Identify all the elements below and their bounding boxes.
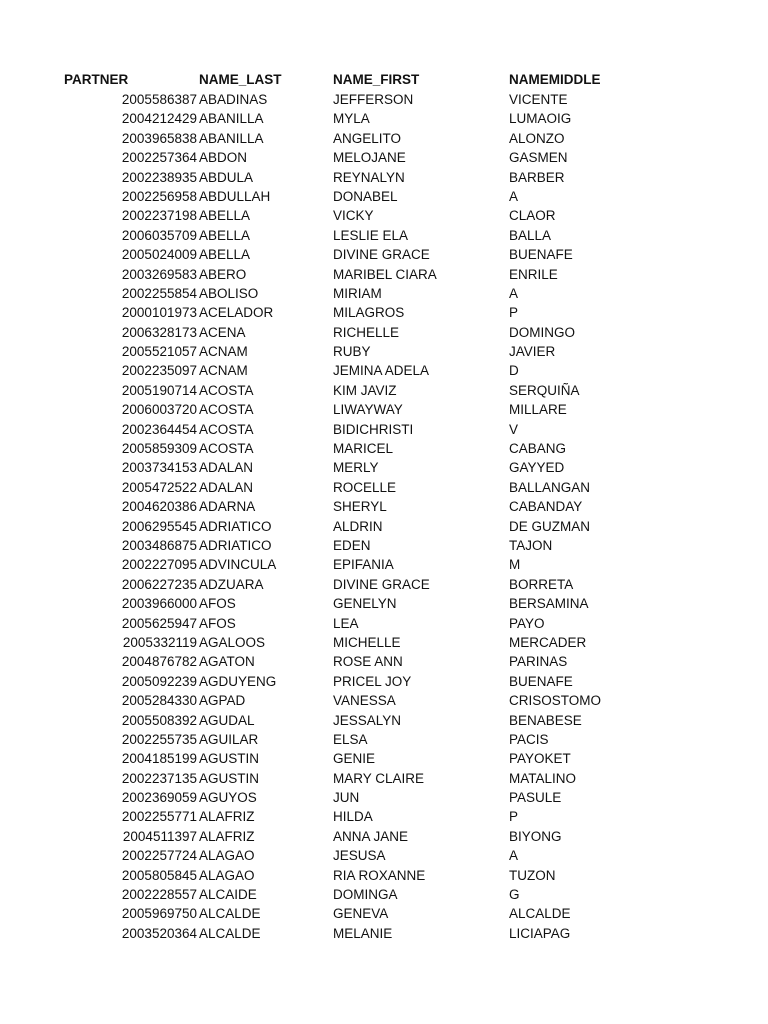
cell-namemiddle: LICIAPAG	[509, 925, 571, 941]
cell-partner: 2002227095	[121, 557, 197, 573]
cell-partner: 2005190714	[121, 382, 197, 398]
cell-name-first: LIWAYWAY	[333, 402, 403, 418]
cell-partner: 2002256958	[121, 188, 197, 204]
cell-partner: 2002255735	[121, 731, 197, 747]
cell-partner: 2006328173	[121, 324, 197, 340]
cell-name-first: GENELYN	[333, 596, 397, 612]
cell-name-first: KIM JAVIZ	[333, 382, 397, 398]
table-row	[0, 439, 768, 458]
cell-name-last: ACOSTA	[199, 421, 254, 437]
cell-namemiddle: PASULE	[509, 790, 562, 806]
table-row	[0, 866, 768, 885]
cell-name-last: AGUYOS	[199, 790, 257, 806]
cell-namemiddle: MILLARE	[509, 402, 567, 418]
cell-partner: 2005092239	[121, 673, 197, 689]
cell-namemiddle: BENABESE	[509, 712, 582, 728]
table-row	[0, 90, 768, 109]
cell-name-last: ADZUARA	[199, 576, 264, 592]
cell-name-first: PRICEL JOY	[333, 673, 412, 689]
table-row	[0, 361, 768, 380]
cell-name-last: AGUDAL	[199, 712, 255, 728]
cell-name-last: ADALAN	[199, 460, 254, 476]
cell-name-last: ADALAN	[199, 479, 254, 495]
table-row	[0, 497, 768, 516]
cell-name-last: ADRIATICO	[199, 537, 272, 553]
cell-name-first: VICKY	[333, 208, 374, 224]
header-partner: PARTNER	[64, 72, 129, 87]
cell-name-last: ACENA	[199, 324, 246, 340]
cell-name-last: ALCALDE	[199, 925, 261, 941]
cell-partner: 2005508392	[121, 712, 197, 728]
cell-name-first: ROSE ANN	[333, 654, 403, 670]
cell-name-last: ACOSTA	[199, 441, 254, 457]
cell-name-first: ROCELLE	[333, 479, 397, 495]
table-row	[0, 749, 768, 768]
table-row	[0, 846, 768, 865]
cell-namemiddle: PAYOKET	[509, 751, 571, 767]
cell-namemiddle: CRISOSTOMO	[509, 693, 602, 709]
cell-name-last: AGATON	[199, 654, 255, 670]
cell-name-last: ABELLA	[199, 247, 251, 263]
table-row	[0, 478, 768, 497]
cell-partner: 2002369059	[121, 790, 197, 806]
cell-name-first: HILDA	[333, 809, 373, 825]
cell-partner: 2005969750	[121, 906, 197, 922]
cell-partner: 2005805845	[121, 867, 197, 883]
cell-namemiddle: TUZON	[509, 867, 556, 883]
table-row	[0, 769, 768, 788]
cell-partner: 2005284330	[121, 693, 197, 709]
cell-partner: 2005625947	[121, 615, 197, 631]
cell-partner: 2005024009	[121, 247, 197, 263]
cell-namemiddle: M	[509, 557, 521, 573]
cell-namemiddle: P	[509, 809, 519, 825]
cell-partner: 2003520364	[121, 925, 197, 941]
table-row	[0, 536, 768, 555]
cell-namemiddle: ENRILE	[509, 266, 558, 282]
table-row	[0, 517, 768, 536]
cell-name-first: VANESSA	[333, 693, 396, 709]
cell-namemiddle: DE GUZMAN	[509, 518, 590, 534]
cell-name-first: DOMINGA	[333, 887, 398, 903]
table-row	[0, 672, 768, 691]
cell-name-first: MYLA	[333, 111, 370, 127]
table-row	[0, 885, 768, 904]
cell-namemiddle: A	[509, 285, 519, 301]
cell-name-last: ABOLISO	[199, 285, 259, 301]
cell-name-last: ABERO	[199, 266, 247, 282]
cell-namemiddle: BORRETA	[509, 576, 574, 592]
cell-name-first: MARIBEL CIARA	[333, 266, 437, 282]
cell-namemiddle: ALCALDE	[509, 906, 571, 922]
cell-name-first: LESLIE ELA	[333, 227, 409, 243]
cell-name-first: RICHELLE	[333, 324, 400, 340]
cell-name-first: JEFFERSON	[333, 92, 414, 107]
table-row	[0, 924, 768, 943]
table-row	[0, 323, 768, 342]
cell-name-first: BIDICHRISTI	[333, 421, 414, 437]
cell-partner: 2003965838	[121, 130, 197, 146]
cell-name-first: REYNALYN	[333, 169, 405, 185]
cell-namemiddle: MATALINO	[509, 770, 577, 786]
cell-namemiddle: G	[509, 887, 520, 903]
cell-name-last: AGALOOS	[199, 634, 266, 650]
cell-partner: 2005472522	[121, 479, 197, 495]
cell-name-first: MARY CLAIRE	[333, 770, 425, 786]
table-row	[0, 420, 768, 439]
cell-name-first: GENIE	[333, 751, 376, 767]
table-row	[0, 788, 768, 807]
cell-name-first: RUBY	[333, 344, 371, 360]
cell-name-first: MILAGROS	[333, 305, 405, 321]
table-row	[0, 458, 768, 477]
cell-name-first: DONABEL	[333, 188, 398, 204]
table-row	[0, 342, 768, 361]
cell-name-last: ALCALDE	[199, 906, 261, 922]
cell-name-first: ANGELITO	[333, 130, 402, 146]
cell-name-last: ABADINAS	[199, 92, 268, 107]
cell-name-first: MICHELLE	[333, 634, 401, 650]
cell-name-last: ALAGAO	[199, 848, 255, 864]
cell-name-last: ALCAIDE	[199, 887, 257, 903]
cell-name-first: ALDRIN	[333, 518, 383, 534]
cell-name-first: SHERYL	[333, 499, 387, 515]
cell-partner: 2006295545	[121, 518, 197, 534]
cell-partner: 2002257364	[121, 150, 197, 166]
cell-name-last: ACNAM	[199, 344, 248, 360]
cell-name-first: DIVINE GRACE	[333, 247, 430, 263]
cell-partner: 2003734153	[121, 460, 197, 476]
header-name-first: NAME_FIRST	[333, 72, 420, 87]
table-row	[0, 109, 768, 128]
table-row	[0, 129, 768, 148]
cell-partner: 2006035709	[121, 227, 197, 243]
cell-namemiddle: A	[509, 188, 519, 204]
table-row	[0, 652, 768, 671]
cell-partner: 2002237135	[121, 770, 197, 786]
cell-partner: 2003486875	[121, 537, 197, 553]
cell-namemiddle: VICENTE	[509, 92, 568, 107]
cell-partner: 2002237198	[121, 208, 197, 224]
cell-partner: 2004185199	[121, 751, 197, 767]
cell-name-first: DIVINE GRACE	[333, 576, 430, 592]
cell-name-last: AFOS	[199, 596, 236, 612]
cell-namemiddle: GAYYED	[509, 460, 565, 476]
cell-partner: 2000101973	[121, 305, 197, 321]
table-row	[0, 168, 768, 187]
cell-partner: 2002238935	[121, 169, 197, 185]
cell-name-first: ELSA	[333, 731, 368, 747]
table-row	[0, 730, 768, 749]
cell-name-first: JUN	[333, 790, 360, 806]
cell-namemiddle: BUENAFE	[509, 247, 573, 263]
cell-partner: 2004212429	[121, 111, 197, 127]
cell-partner: 2005332119	[122, 634, 197, 650]
table-row	[0, 206, 768, 225]
cell-name-first: RIA ROXANNE	[333, 867, 426, 883]
cell-partner: 2006003720	[121, 402, 197, 418]
header-namemiddle: NAMEMIDDLE	[509, 72, 601, 87]
table-row	[0, 807, 768, 826]
cell-name-first: LEA	[333, 615, 359, 631]
cell-name-last: ADARNA	[199, 499, 256, 515]
cell-partner: 2002255854	[121, 285, 197, 301]
cell-namemiddle: BERSAMINA	[509, 596, 589, 612]
cell-namemiddle: CLAOR	[509, 208, 556, 224]
cell-name-last: AFOS	[199, 615, 236, 631]
cell-name-last: ABDULA	[199, 169, 254, 185]
cell-name-last: ABELLA	[199, 227, 251, 243]
cell-name-first: EDEN	[333, 537, 371, 553]
cell-namemiddle: DOMINGO	[509, 324, 575, 340]
cell-name-last: ALAFRIZ	[199, 809, 255, 825]
table-row	[0, 827, 768, 846]
cell-namemiddle: SERQUIÑA	[509, 382, 580, 398]
cell-namemiddle: TAJON	[509, 537, 553, 553]
table-row	[0, 594, 768, 613]
cell-partner: 2002364454	[121, 421, 197, 437]
table-row	[0, 148, 768, 167]
cell-namemiddle: V	[509, 421, 519, 437]
cell-namemiddle: PAYO	[509, 615, 545, 631]
cell-partner: 2003269583	[121, 266, 197, 282]
cell-namemiddle: A	[509, 848, 519, 864]
cell-name-first: ANNA JANE	[333, 828, 409, 844]
cell-name-last: ADRIATICO	[199, 518, 272, 534]
cell-name-last: ACOSTA	[199, 402, 254, 418]
cell-name-last: ABDON	[199, 150, 248, 166]
cell-name-last: AGPAD	[199, 693, 246, 709]
cell-partner: 2005586387	[121, 92, 197, 107]
table-row	[0, 575, 768, 594]
cell-partner: 2005859309	[121, 441, 197, 457]
table-row	[0, 187, 768, 206]
cell-name-last: ACNAM	[199, 363, 248, 379]
cell-namemiddle: CABANG	[509, 441, 567, 457]
cell-partner: 2002228557	[121, 887, 197, 903]
table-row	[0, 555, 768, 574]
cell-name-last: ABELLA	[199, 208, 251, 224]
cell-name-first: EPIFANIA	[333, 557, 394, 573]
table-row	[0, 245, 768, 264]
cell-namemiddle: BARBER	[509, 169, 565, 185]
cell-namemiddle: LUMAOIG	[509, 111, 572, 127]
table-row	[0, 226, 768, 245]
cell-namemiddle: BUENAFE	[509, 673, 573, 689]
table-row	[0, 381, 768, 400]
cell-name-first: JESSALYN	[333, 712, 402, 728]
table-row	[0, 400, 768, 419]
cell-namemiddle: BALLANGAN	[509, 479, 591, 495]
cell-name-last: AGUSTIN	[199, 751, 260, 767]
header-name-last: NAME_LAST	[199, 72, 282, 87]
cell-namemiddle: JAVIER	[509, 344, 556, 360]
cell-namemiddle: MERCADER	[509, 634, 587, 650]
cell-name-last: AGUILAR	[199, 731, 259, 747]
cell-partner: 2006227235	[121, 576, 197, 592]
cell-name-first: JESUSA	[333, 848, 386, 864]
table-row	[0, 904, 768, 923]
cell-partner: 2005521057	[121, 344, 197, 360]
cell-name-last: ACELADOR	[199, 305, 274, 321]
cell-name-last: ABANILLA	[199, 130, 264, 146]
cell-partner: 2004620386	[121, 499, 197, 515]
table-row	[0, 711, 768, 730]
cell-namemiddle: BALLA	[509, 227, 552, 243]
table-row	[0, 284, 768, 303]
cell-partner: 2004876782	[121, 654, 197, 670]
cell-name-last: ADVINCULA	[199, 557, 277, 573]
cell-name-last: ALAFRIZ	[199, 828, 255, 844]
cell-namemiddle: PACIS	[509, 731, 549, 747]
table-row	[0, 633, 768, 652]
cell-name-first: MARICEL	[333, 441, 394, 457]
cell-namemiddle: ALONZO	[509, 130, 565, 146]
cell-name-last: AGUSTIN	[199, 770, 260, 786]
cell-name-first: GENEVA	[333, 906, 389, 922]
table-row	[0, 265, 768, 284]
cell-namemiddle: GASMEN	[509, 150, 568, 166]
cell-name-first: MIRIAM	[333, 285, 382, 301]
cell-name-last: AGDUYENG	[199, 673, 277, 689]
table-row	[0, 303, 768, 322]
cell-name-last: ALAGAO	[199, 867, 255, 883]
cell-partner: 2002255771	[121, 809, 197, 825]
cell-name-last: ACOSTA	[199, 382, 254, 398]
cell-namemiddle: CABANDAY	[509, 499, 583, 515]
cell-namemiddle: P	[509, 305, 519, 321]
cell-name-last: ABANILLA	[199, 111, 264, 127]
cell-namemiddle: D	[509, 363, 519, 379]
cell-name-first: JEMINA ADELA	[333, 363, 430, 379]
spreadsheet-table	[0, 70, 768, 943]
cell-partner: 2003966000	[121, 596, 197, 612]
table-body	[0, 90, 768, 943]
cell-name-first: MELOJANE	[333, 150, 406, 166]
cell-partner: 2002235097	[121, 363, 197, 379]
cell-partner: 2004511397	[122, 828, 197, 844]
cell-name-first: MELANIE	[333, 925, 393, 941]
cell-namemiddle: PARINAS	[509, 654, 568, 670]
cell-partner: 2002257724	[121, 848, 197, 864]
table-row	[0, 614, 768, 633]
table-row	[0, 691, 768, 710]
cell-namemiddle: BIYONG	[509, 828, 562, 844]
cell-name-first: MERLY	[333, 460, 379, 476]
header-row	[0, 70, 768, 90]
cell-name-last: ABDULLAH	[199, 188, 271, 204]
